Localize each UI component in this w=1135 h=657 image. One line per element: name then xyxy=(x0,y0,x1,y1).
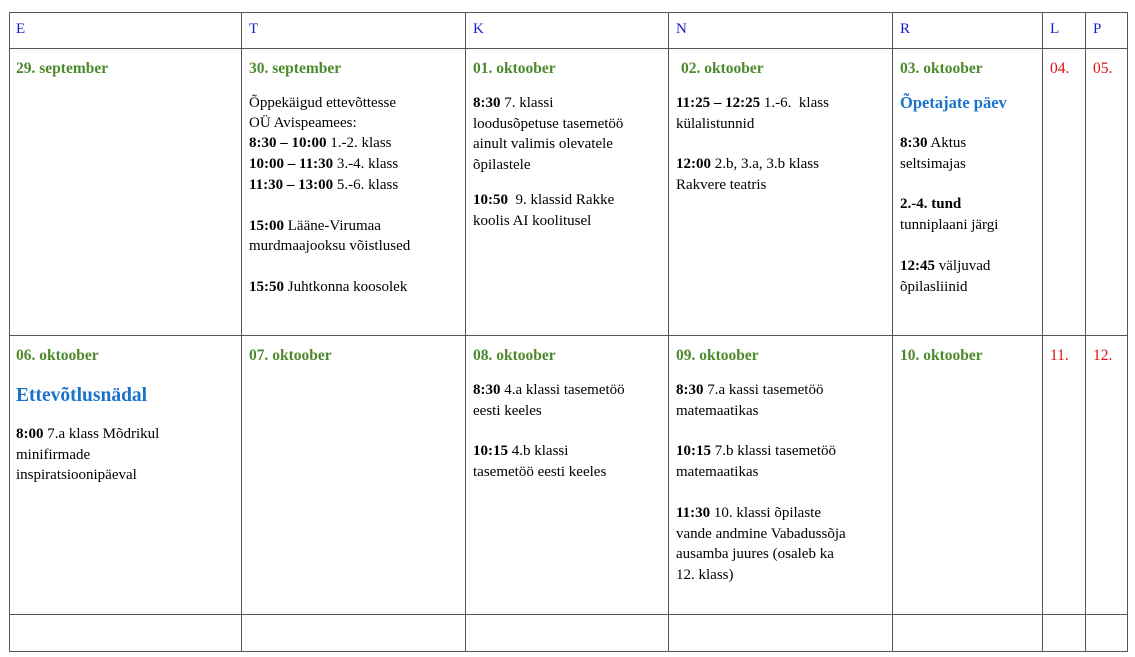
event-time: 11:30 – 13:00 xyxy=(249,176,334,193)
event-time: 10:50 xyxy=(473,191,508,208)
date-label: 10. oktoober xyxy=(900,347,983,364)
event-time: 12:45 xyxy=(900,257,935,274)
event-text: minifirmade xyxy=(16,446,91,463)
event-time: 15:50 xyxy=(249,279,284,296)
day-cell xyxy=(1093,346,1112,366)
event-text: Lääne-Virumaa xyxy=(284,217,381,234)
grid-line xyxy=(1042,12,1043,652)
event-text: Õppekäigud ettevõttesse xyxy=(249,95,397,111)
event-text: Rakvere teatris xyxy=(676,177,767,194)
date-label: 08. oktoober xyxy=(473,347,556,364)
event-time: 8:30 xyxy=(473,95,501,111)
day-cell xyxy=(1050,59,1069,79)
day-cell xyxy=(1050,346,1069,366)
event-item xyxy=(473,380,665,401)
event-text: 1.-6. klass xyxy=(760,95,829,111)
date-label: 11. xyxy=(1050,347,1069,364)
event-text: seltsimajas xyxy=(900,155,966,172)
header-day: P xyxy=(1093,21,1102,37)
grid-line xyxy=(9,48,1128,49)
day-cell xyxy=(473,346,665,483)
event-text: matemaatikas xyxy=(676,464,759,481)
event-text: 2.b, 3.a, 3.b klass xyxy=(711,156,819,173)
event-text: õpilastele xyxy=(473,157,531,174)
grid-line xyxy=(9,614,1128,615)
event-item xyxy=(249,216,461,237)
event-text: loodusõpetuse tasemetöö xyxy=(473,115,624,132)
day-cell xyxy=(473,59,665,231)
event-text: matemaatikas xyxy=(676,402,759,419)
event-item xyxy=(900,133,1040,154)
day-cell xyxy=(249,59,461,298)
day-cell xyxy=(249,346,461,366)
event-text: tunniplaani järgi xyxy=(900,217,999,234)
event-item xyxy=(676,503,888,524)
date-label: 06. oktoober xyxy=(16,347,99,364)
event-item xyxy=(473,441,665,462)
day-cell xyxy=(676,59,888,196)
date-label: 04. xyxy=(1050,60,1070,77)
grid-line xyxy=(9,651,1128,652)
event-text: vande andmine Vabadussõja xyxy=(676,525,846,542)
event-text: 7. klassi xyxy=(500,95,554,111)
event-text: 4.a klassi tasemetöö xyxy=(500,382,625,398)
event-item xyxy=(900,256,1040,277)
event-text: 5.-6. klass xyxy=(333,176,399,193)
event-item xyxy=(676,380,888,401)
header-day: N xyxy=(676,21,687,37)
event-time: 15:00 xyxy=(249,217,284,234)
event-text: külalistunnid xyxy=(676,115,755,132)
day-cell xyxy=(1093,59,1112,79)
grid-line xyxy=(9,12,10,652)
event-text: 7.b klassi tasemetöö xyxy=(711,443,836,460)
event-text: OÜ Avispeamees: xyxy=(249,114,357,131)
event-text: 3.-4. klass xyxy=(333,155,399,172)
event-text: inspiratsioonipäeval xyxy=(16,467,137,484)
day-cell xyxy=(16,59,236,79)
event-text: 10. klassi õpilaste xyxy=(710,504,821,521)
header-day: T xyxy=(249,21,259,37)
event-time: 8:30 xyxy=(676,382,704,398)
grid-line xyxy=(465,12,466,652)
event-text: Juhtkonna koosolek xyxy=(284,279,408,296)
date-label: 29. september xyxy=(16,60,109,77)
grid-line xyxy=(9,335,1128,336)
event-time: 8:30 – 10:00 xyxy=(249,134,327,151)
event-time: 11:30 xyxy=(676,504,711,521)
event-text: väljuvad xyxy=(935,257,991,274)
event-text: 12. klass) xyxy=(676,566,734,583)
event-time: 11:25 – 12:25 xyxy=(676,95,761,111)
event-time: 10:15 xyxy=(473,443,508,460)
grid-line xyxy=(892,12,893,652)
grid-line xyxy=(9,12,1128,13)
special-day-title: Õpetajate päev xyxy=(900,93,1007,112)
event-time: 2.-4. tund xyxy=(900,196,962,213)
event-time: 8:30 xyxy=(900,135,928,151)
event-time: 10:15 xyxy=(676,443,711,460)
event-item xyxy=(249,133,461,154)
event-text: ausamba juures (osaleb ka xyxy=(676,546,834,563)
event-text: eesti keeles xyxy=(473,402,542,419)
date-label: 07. oktoober xyxy=(249,347,332,364)
date-label: 05. xyxy=(1093,60,1113,77)
event-text: ainult valimis olevatele xyxy=(473,136,613,153)
event-item xyxy=(676,154,888,175)
event-text: 7.a klass Mõdrikul xyxy=(43,426,160,442)
event-text: murdmaajooksu võistlused xyxy=(249,238,411,255)
event-text: 7.a kassi tasemetöö xyxy=(703,382,824,398)
date-label: 03. oktoober xyxy=(900,60,983,77)
event-item xyxy=(249,154,461,175)
event-time: 8:00 xyxy=(16,426,44,442)
grid-line xyxy=(241,12,242,652)
date-label: 30. september xyxy=(249,60,342,77)
day-cell xyxy=(900,59,1040,297)
event-text: 1.-2. klass xyxy=(326,134,392,151)
event-item xyxy=(676,441,888,462)
grid-line xyxy=(1127,12,1128,652)
header-day: L xyxy=(1050,21,1060,37)
event-time: 12:00 xyxy=(676,156,711,173)
grid-line xyxy=(668,12,669,652)
date-label: 12. xyxy=(1093,347,1113,364)
event-text: 9. klassid Rakke xyxy=(508,191,615,208)
event-item xyxy=(16,424,236,445)
event-item xyxy=(249,175,461,196)
event-item xyxy=(473,190,665,211)
header-day: R xyxy=(900,21,911,37)
header-day: E xyxy=(16,21,26,37)
event-text: 4.b klassi xyxy=(508,443,569,460)
header-day: K xyxy=(473,21,484,37)
date-label: 09. oktoober xyxy=(676,347,759,364)
day-cell xyxy=(676,346,888,586)
special-week-title: Ettevõtlusnädal xyxy=(16,385,148,406)
date-label: 01. oktoober xyxy=(473,60,556,77)
day-cell xyxy=(16,346,236,486)
grid-line xyxy=(1085,12,1086,652)
event-text: koolis AI koolitusel xyxy=(473,212,592,229)
event-item xyxy=(676,93,888,114)
day-cell xyxy=(900,346,1040,366)
event-text: tasemetöö eesti keeles xyxy=(473,464,607,481)
event-time: 10:00 – 11:30 xyxy=(249,155,334,172)
date-label: 02. oktoober xyxy=(681,60,764,77)
event-text: õpilasliinid xyxy=(900,278,968,295)
event-time: 8:30 xyxy=(473,382,501,398)
event-text: Aktus xyxy=(927,135,967,151)
event-item xyxy=(900,194,1040,215)
event-item xyxy=(473,93,665,114)
event-item xyxy=(249,277,461,298)
